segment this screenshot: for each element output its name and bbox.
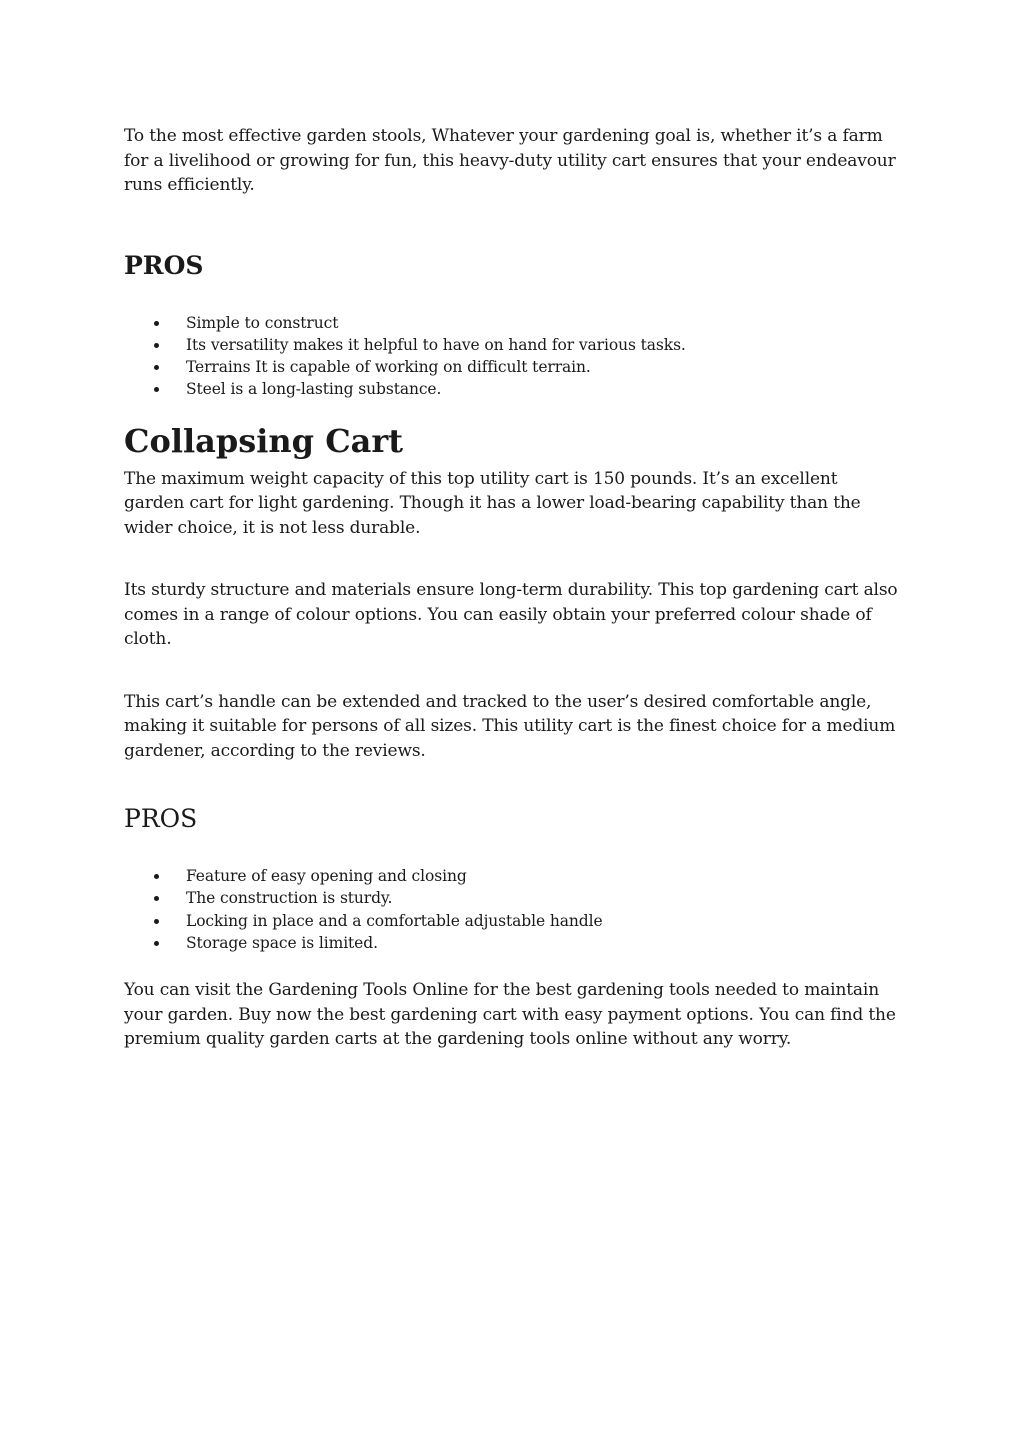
pros-heading-2: PROS bbox=[124, 804, 198, 834]
pros-list-2-item: The construction is sturdy. bbox=[124, 887, 899, 909]
intro-paragraph: To the most effective garden stools, Whatever your gardening goal is, whether it’s a farm for a livelihood or growing for fun, this heavy-duty utility cart ensures that your endeavour runs efficiently. bbox=[124, 126, 896, 195]
closing-paragraph: You can visit the Gardening Tools Online for the best gardening tools needed to maintain your garden. Buy now the best gardening cart with easy payment options. You can find the premium quality garden carts at the gardening tools online without any worry. bbox=[124, 980, 896, 1050]
pros-list-1-item: Simple to construct bbox=[124, 312, 899, 334]
pros-list-1-item: Its versatility makes it helpful to have on hand for various tasks. bbox=[124, 334, 899, 356]
body-paragraph: This cart’s handle can be extended and tracked to the user’s desired comfortable angle, making it suitable for persons of all sizes. This utility cart is the finest choice for a medium gardener, according to the reviews. bbox=[124, 691, 896, 761]
section-title: Collapsing Cart bbox=[124, 421, 404, 460]
pros-list-2-item: Locking in place and a comfortable adjustable handle bbox=[124, 910, 899, 932]
pros-list-2-item: Storage space is limited. bbox=[124, 932, 899, 954]
body-paragraph: The maximum weight capacity of this top utility cart is 150 pounds. It’s an excellent garden cart for light gardening. Though it has a lower load-bearing capability than the wider choice, it is not less durable. bbox=[124, 468, 861, 538]
pros-list-1 bbox=[124, 312, 899, 401]
pros-list-1-item: Steel is a long-lasting substance. bbox=[124, 378, 899, 400]
pros-list-1-item: Terrains It is capable of working on difficult terrain. bbox=[124, 356, 899, 378]
body-paragraph: Its sturdy structure and materials ensure long-term durability. This top gardening cart also comes in a range of colour options. You can easily obtain your preferred colour shade of cloth. bbox=[124, 580, 898, 650]
pros-heading-1: PROS bbox=[124, 250, 204, 280]
pros-list-2 bbox=[124, 865, 899, 954]
document-page bbox=[124, 124, 899, 1052]
pros-list-2-item: Feature of easy opening and closing bbox=[124, 865, 899, 887]
